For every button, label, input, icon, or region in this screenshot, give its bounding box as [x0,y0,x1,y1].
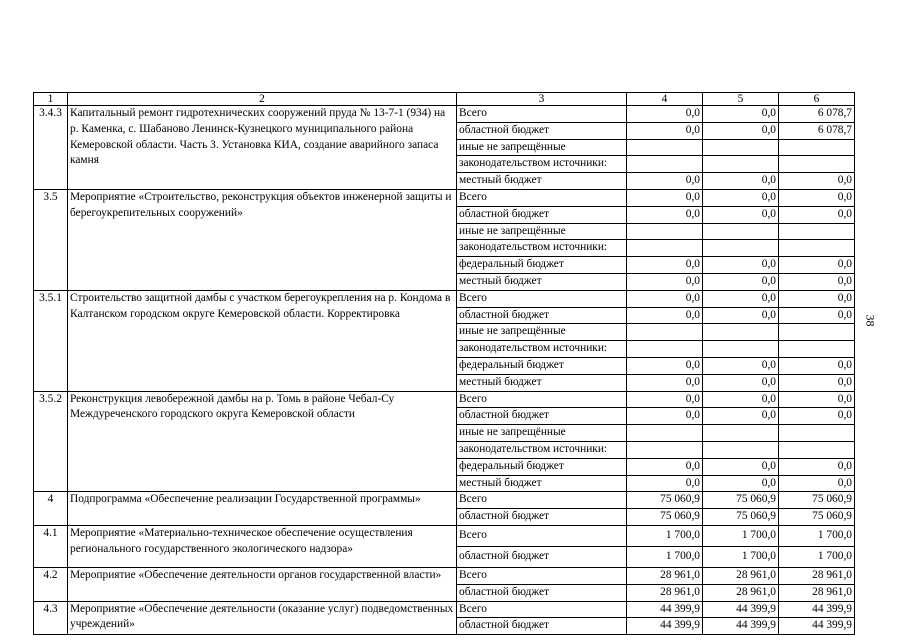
value-col-5 [703,139,779,156]
value-col-5 [703,324,779,341]
funding-source: федеральный бюджет [457,357,627,374]
header-col-5: 5 [703,93,779,106]
row-name: Подпрограмма «Обеспечение реализации Государственной программы» [68,492,457,526]
value-col-6 [779,223,855,240]
value-col-4: 0,0 [627,290,703,307]
funding-source: местный бюджет [457,374,627,391]
row-code: 3.5.2 [34,391,68,492]
funding-source: иные не запрещённые [457,139,627,156]
value-col-6: 0,0 [779,189,855,206]
value-col-4 [627,223,703,240]
value-col-5: 0,0 [703,357,779,374]
value-col-4: 28 961,0 [627,567,703,584]
header-col-3: 3 [457,93,627,106]
value-col-4: 0,0 [627,273,703,290]
row-name: Мероприятие «Материально-техническое обеспечение осуществления регионального государственного экологического надзора» [68,525,457,567]
value-col-5: 75 060,9 [703,492,779,509]
value-col-4 [627,341,703,358]
value-col-5: 0,0 [703,290,779,307]
value-col-6 [779,441,855,458]
table-row [34,391,855,408]
value-col-5 [703,223,779,240]
table-row [34,492,855,509]
funding-source: Всего [457,106,627,123]
value-col-5: 44 399,9 [703,618,779,635]
value-col-4: 0,0 [627,408,703,425]
value-col-4: 0,0 [627,374,703,391]
value-col-6: 44 399,9 [779,601,855,618]
funding-source: Всего [457,601,627,618]
value-col-6: 1 700,0 [779,546,855,567]
funding-source: иные не запрещённые [457,425,627,442]
header-col-1: 1 [34,93,68,106]
value-col-5 [703,425,779,442]
value-col-6 [779,425,855,442]
value-col-4: 1 700,0 [627,546,703,567]
value-col-6 [779,139,855,156]
funding-source: областной бюджет [457,584,627,601]
value-col-5: 28 961,0 [703,567,779,584]
funding-source: иные не запрещённые [457,324,627,341]
value-col-5: 0,0 [703,307,779,324]
funding-source: местный бюджет [457,273,627,290]
row-name: Реконструкция левобережной дамбы на р. Томь в районе Чебал-Су Междуреченского городского округа Кемеровской области [68,391,457,492]
table-row [34,567,855,584]
value-col-4 [627,240,703,257]
value-col-5: 0,0 [703,475,779,492]
value-col-4: 0,0 [627,106,703,123]
value-col-6: 0,0 [779,458,855,475]
value-col-5: 28 961,0 [703,584,779,601]
value-col-5: 0,0 [703,106,779,123]
value-col-5: 0,0 [703,408,779,425]
funding-source: федеральный бюджет [457,257,627,274]
value-col-6: 75 060,9 [779,492,855,509]
budget-table [33,92,855,635]
value-col-4 [627,324,703,341]
value-col-6 [779,324,855,341]
value-col-6 [779,341,855,358]
value-col-4: 0,0 [627,307,703,324]
value-col-6 [779,240,855,257]
funding-source: областной бюджет [457,618,627,635]
value-col-4: 0,0 [627,475,703,492]
value-col-6: 0,0 [779,475,855,492]
table-row [34,601,855,618]
row-name: Мероприятие «Обеспечение деятельности органов государственной власти» [68,567,457,601]
funding-source: Всего [457,189,627,206]
value-col-5 [703,441,779,458]
value-col-4: 0,0 [627,257,703,274]
value-col-4: 0,0 [627,122,703,139]
value-col-4: 0,0 [627,391,703,408]
value-col-4: 0,0 [627,189,703,206]
value-col-6: 0,0 [779,408,855,425]
value-col-4: 1 700,0 [627,525,703,546]
value-col-6: 0,0 [779,173,855,190]
value-col-5: 0,0 [703,391,779,408]
row-code: 3.5 [34,189,68,290]
value-col-5: 0,0 [703,374,779,391]
value-col-4: 0,0 [627,458,703,475]
row-code: 3.5.1 [34,290,68,391]
funding-source: местный бюджет [457,173,627,190]
value-col-6: 0,0 [779,391,855,408]
header-col-6: 6 [779,93,855,106]
value-col-5: 0,0 [703,122,779,139]
header-col-4: 4 [627,93,703,106]
value-col-6: 75 060,9 [779,509,855,526]
value-col-6: 6 078,7 [779,106,855,123]
funding-source: областной бюджет [457,408,627,425]
value-col-4: 44 399,9 [627,618,703,635]
funding-source: законодательством источники: [457,156,627,173]
value-col-5: 1 700,0 [703,546,779,567]
value-col-5: 0,0 [703,273,779,290]
value-col-4: 0,0 [627,206,703,223]
funding-source: областной бюджет [457,307,627,324]
value-col-6: 44 399,9 [779,618,855,635]
table-row [34,189,855,206]
funding-source: Всего [457,567,627,584]
value-col-5: 1 700,0 [703,525,779,546]
funding-source: законодательством источники: [457,341,627,358]
funding-source: Всего [457,525,627,546]
value-col-6: 28 961,0 [779,567,855,584]
funding-source: областной бюджет [457,546,627,567]
value-col-5: 0,0 [703,458,779,475]
value-col-6: 0,0 [779,307,855,324]
value-col-6: 6 078,7 [779,122,855,139]
funding-source: Всего [457,391,627,408]
value-col-5 [703,240,779,257]
row-code: 3.4.3 [34,106,68,190]
value-col-6: 0,0 [779,374,855,391]
value-col-5: 0,0 [703,189,779,206]
row-code: 4.2 [34,567,68,601]
value-col-5: 0,0 [703,173,779,190]
row-name: Мероприятие «Обеспечение деятельности (оказание услуг) подведомственных учреждений» [68,601,457,635]
row-name: Капитальный ремонт гидротехнических сооружений пруда № 13-7-1 (934) на р. Каменка, с. Шабаново Ленинск-Кузнецкого муниципального района Кемеровской области. Часть 3. Установка КИА, создание аварийного запаса камня [68,106,457,190]
table-row [34,106,855,123]
value-col-5: 0,0 [703,206,779,223]
value-col-4: 0,0 [627,173,703,190]
value-col-6: 0,0 [779,206,855,223]
value-col-4: 0,0 [627,357,703,374]
row-code: 4.3 [34,601,68,635]
funding-source: иные не запрещённые [457,223,627,240]
funding-source: местный бюджет [457,475,627,492]
row-code: 4 [34,492,68,526]
row-code: 4.1 [34,525,68,567]
value-col-6: 0,0 [779,357,855,374]
funding-source: областной бюджет [457,122,627,139]
table-row [34,290,855,307]
value-col-4 [627,139,703,156]
value-col-5 [703,341,779,358]
budget-table-body [34,93,855,635]
funding-source: областной бюджет [457,206,627,223]
page-number: 38 [863,314,878,327]
value-col-5: 75 060,9 [703,509,779,526]
funding-source: законодательством источники: [457,441,627,458]
value-col-5: 44 399,9 [703,601,779,618]
funding-source: областной бюджет [457,509,627,526]
value-col-4: 75 060,9 [627,492,703,509]
funding-source: законодательством источники: [457,240,627,257]
value-col-4: 44 399,9 [627,601,703,618]
header-row [34,93,855,106]
funding-source: федеральный бюджет [457,458,627,475]
funding-source: Всего [457,290,627,307]
value-col-4 [627,425,703,442]
value-col-5 [703,156,779,173]
row-name: Мероприятие «Строительство, реконструкция объектов инженерной защиты и берегоукрепительных сооружений» [68,189,457,290]
value-col-4: 75 060,9 [627,509,703,526]
value-col-6: 0,0 [779,273,855,290]
value-col-6 [779,156,855,173]
value-col-6: 1 700,0 [779,525,855,546]
table-row [34,525,855,546]
value-col-5: 0,0 [703,257,779,274]
value-col-4: 28 961,0 [627,584,703,601]
header-col-2: 2 [68,93,457,106]
value-col-4 [627,441,703,458]
value-col-6: 28 961,0 [779,584,855,601]
funding-source: Всего [457,492,627,509]
value-col-6: 0,0 [779,257,855,274]
value-col-4 [627,156,703,173]
row-name: Строительство защитной дамбы с участком берегоукрепления на р. Кондома в Калтанском городском округе Кемеровской области. Корректировка [68,290,457,391]
value-col-6: 0,0 [779,290,855,307]
